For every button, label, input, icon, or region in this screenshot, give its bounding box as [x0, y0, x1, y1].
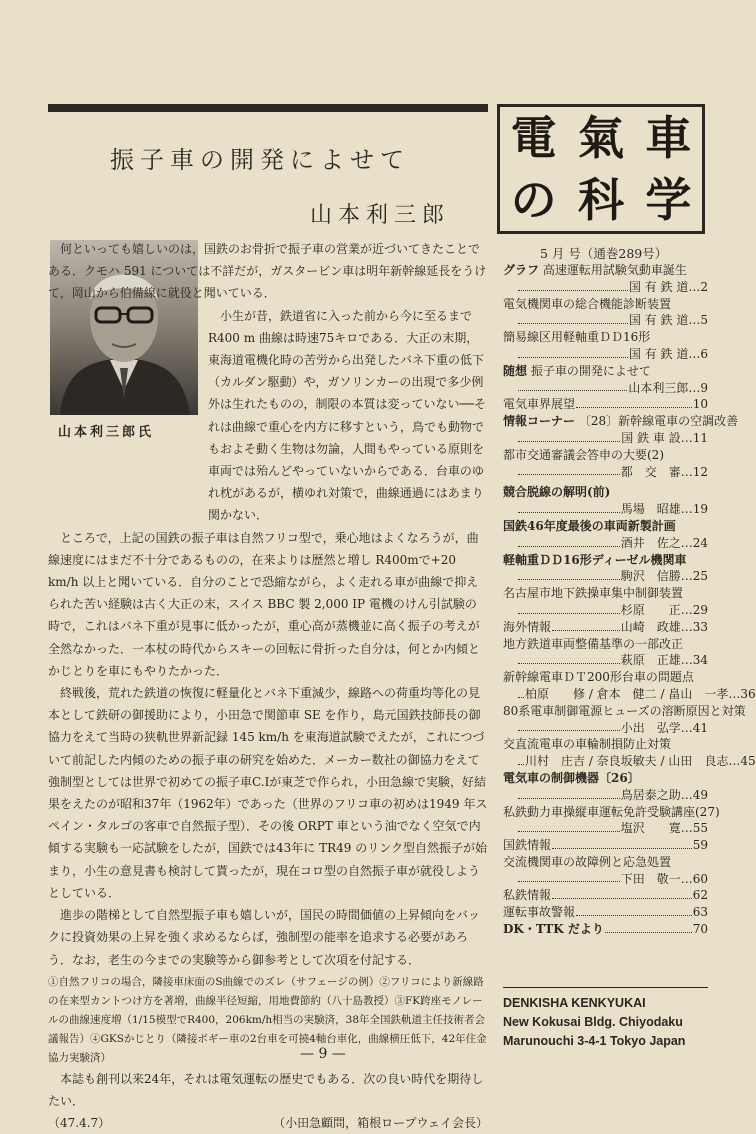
toc-page: 45 — [740, 754, 756, 769]
toc-author: 萩原 正雄 — [620, 653, 681, 668]
toc-title: 新幹線電車ＤＴ200形台車の問題点 — [503, 670, 694, 685]
publisher-building: New Kokusai Bldg. Chiyodaku — [503, 1015, 683, 1029]
article-paragraph: 終戦後，荒れた鉄道の恢復に軽量化とバネ下重減少，線路への荷重均等化の見本として鉄研の御援助により，小田急で関節車 SE を作り，島元国鉄技師長の御協力をえて当時の狭軌世界新記録 145 km/h を東海道試験でえたが，これにつづいて前記した内傾のための振子車の研究を始めた．メーカー数社の御協力をえて強制型としては世界で初めての振子車C.Iが東芝で作られ，小田急線で実験，好結果をえたのが昭和37年（1962年）であった（世界のフリコ車の初めは1949 年スペイン・タルゴの客車で自然振子型）．その後 ORPT 車という油でなく空気で内傾する実験も一応試験をしたが，国鉄では43年に TR49 のリンク型自然振子が始まり，小生の意見書も検討して貰ったが，現在コロ型の自然振子車が就役しようとしている． — [48, 686, 488, 900]
toc-entry-author: 酒井 佐之 … 24 — [503, 535, 708, 552]
toc-title: DK・TTK だより — [503, 922, 604, 937]
toc-entry[interactable] — [503, 669, 708, 686]
article-paragraph: 何といっても嬉しいのは，国鉄のお骨折で振子車の営業が近づいてきたことである．クモハ 591 については不詳だが，ガスタービン車は明年新幹線延長をうけて，岡山から伯備線に就役と聞いている． — [48, 242, 487, 301]
toc-title: 競合脱線の解明(前) — [503, 485, 611, 500]
toc-title: 地方鉄道車両整備基準の一部改正 — [503, 636, 684, 651]
toc-entry[interactable] — [503, 447, 708, 464]
article-title: 振子車の開発によせて — [110, 146, 410, 174]
toc-title: 80系電車制御電源ヒューズの溶断原因と対策 — [503, 703, 746, 718]
toc-page: 11 — [692, 430, 708, 445]
toc-author: 杉原 正 — [620, 602, 681, 617]
toc-author: 国 鉄 車 設 — [621, 430, 681, 445]
toc-title: 軽軸重ＤＤ16形ディーゼル機関車 — [503, 552, 687, 567]
toc-entry[interactable] — [503, 329, 708, 346]
toc-title: 運転事故警報 — [503, 905, 576, 920]
toc-entry-author: 馬場 昭雄 … 19 — [503, 501, 708, 518]
title-rule — [48, 104, 488, 112]
toc-entry-author: 山本利三郎 … 9 — [503, 380, 708, 397]
toc-entry-author: 国 鉄 車 設 … 11 — [503, 430, 708, 447]
toc-page: 41 — [692, 720, 708, 735]
toc-entry-author: 萩原 正雄 … 34 — [503, 652, 708, 669]
toc-page: 10 — [692, 397, 708, 412]
toc-entry[interactable] — [503, 296, 708, 313]
toc-page: 60 — [692, 871, 708, 886]
toc-entry-author: 国 有 鉄 道 … 5 — [503, 312, 708, 329]
toc-entry[interactable] — [503, 736, 708, 753]
toc-author: 山崎 政雄 — [620, 619, 681, 634]
toc-entry[interactable] — [503, 804, 720, 821]
toc-category: 随想 — [503, 363, 528, 378]
toc-title: 国鉄46年度最後の車両新製計画 — [503, 518, 676, 533]
toc-page: 34 — [692, 653, 708, 668]
toc-title: 海外情報 — [503, 619, 552, 634]
toc-title: 交流機関車の故障例と応急処置 — [503, 854, 672, 869]
publisher-street: Marunouchi 3-4-1 Tokyo Japan — [503, 1034, 686, 1048]
magazine-masthead — [497, 104, 705, 234]
toc-page: 62 — [692, 888, 708, 903]
toc-page: 70 — [692, 922, 708, 937]
toc-category: グラフ — [503, 263, 540, 277]
publisher-name: DENKISHA KENKYUKAI — [503, 996, 646, 1010]
toc-page: 9 — [700, 380, 708, 395]
toc-entry-author: 下田 敬一 … 60 — [503, 871, 708, 888]
masthead-char: 氣 — [577, 111, 624, 165]
toc-category: 情報コーナー — [503, 414, 576, 429]
page-number: — 9 — — [300, 1046, 346, 1062]
toc-author: 山本利三郎 — [628, 380, 689, 395]
toc-page: 36 — [740, 686, 756, 701]
masthead-char: 車 — [645, 111, 692, 165]
article-notes: ①自然フリコの場合，隣接車床面のS曲線でのズレ（サフェージの例）②フリコにより新線路の在来型カントつけ方を著増，曲線半径短縮，用地費節約（八十島教授）③FK跨座モノレールの曲線速度増（1/15模型でR400，206km/h相当の実験済，38年全国鉄軌道主任技術者会議報告）④GKSかじとり（隣接ボギー車の2台車を可撓4軸台車化，曲線横圧低下，42年住金協力実験済） — [48, 975, 487, 1064]
toc-entry[interactable] — [503, 585, 708, 602]
article-author: 山本利三郎 — [310, 203, 451, 228]
toc-author: 都 交 審 — [620, 464, 681, 479]
toc-page: 5 — [700, 313, 708, 328]
toc-title: 電気車界展望 — [503, 397, 576, 412]
toc-author: 鳥居泰之助 — [620, 787, 681, 802]
toc-entry-author: 柏原 修 / 倉本 健二 / 畠山 一孝 … 36 — [503, 686, 708, 703]
article-signature: （小田急顧問，箱根ロープウェイ会長） — [273, 1116, 488, 1131]
article-date: （47.4.7） — [48, 1116, 111, 1131]
masthead-char: 電 — [510, 111, 557, 165]
publisher-address — [503, 987, 708, 1051]
toc-entry-author: 小出 弘学 … 41 — [503, 720, 708, 737]
toc-author: 川村 庄吉 / 奈良坂敏夫 / 山田 良志 — [525, 754, 729, 769]
toc-page: 63 — [692, 905, 708, 920]
toc-entry-author: 塩沢 寛 … 55 — [503, 820, 708, 837]
toc-entry-author: 国 有 鉄 道 … 6 — [503, 346, 708, 363]
toc-author: 酒井 佐之 — [620, 535, 681, 550]
toc-entry[interactable] — [503, 921, 708, 938]
toc-entry-author: 国 有 鉄 道 … 2 — [503, 279, 708, 296]
toc-entry[interactable] — [503, 904, 708, 921]
toc-entry[interactable] — [503, 363, 708, 380]
toc-entry[interactable] — [503, 518, 708, 535]
toc-page: 12 — [692, 464, 708, 479]
toc-title: 電気車の制御機器〔26〕 — [503, 770, 640, 785]
toc-author: 駒沢 信勝 — [620, 569, 681, 584]
toc-page: 2 — [700, 279, 708, 294]
toc-entry[interactable] — [503, 396, 708, 413]
article-paragraph: 進歩の階梯として自然型振子車も嬉しいが，国民の時間価値の上昇傾向をバックに投資効果の上昇を強く求めるならば，強制型の能率を追求する必要があろう．なお，老生の今までの実験等から御参考として次項を付記する． — [48, 908, 481, 967]
masthead-char: 学 — [645, 173, 692, 227]
toc-entry-author: 川村 庄吉 / 奈良坂敏夫 / 山田 良志 … 45 — [503, 753, 708, 770]
issue-label: 5 月 号（通巻289号） — [540, 246, 668, 261]
toc-author: 小出 弘学 — [620, 720, 681, 735]
photo-caption: 山本利三郎氏 — [58, 425, 155, 440]
toc-author: 国 有 鉄 道 — [628, 346, 689, 361]
toc-title: 都市交通審議会答申の大要(2) — [503, 447, 664, 462]
toc-entry[interactable] — [503, 837, 708, 854]
toc-page: 33 — [692, 619, 708, 634]
toc-title: 簡易線区用軽軸重ＤＤ16形 — [503, 330, 651, 345]
toc-page: 6 — [700, 346, 708, 361]
toc-entry[interactable] — [503, 703, 746, 720]
toc-page: 19 — [692, 502, 708, 517]
toc-author: 下田 敬一 — [620, 871, 681, 886]
article-paragraph: 本誌も創刊以来24年，それは電気運転の歴史でもある．次の良い時代を期待したい． — [48, 1071, 484, 1108]
toc-page: 24 — [692, 535, 708, 550]
toc-author: 馬場 昭雄 — [620, 502, 681, 517]
toc-page: 55 — [692, 821, 708, 836]
toc-author: 国 有 鉄 道 — [628, 313, 689, 328]
toc-title: 振子車の開発によせて — [530, 363, 651, 378]
toc-page: 49 — [692, 787, 708, 802]
toc-author: 柏原 修 / 倉本 健二 / 畠山 一孝 — [525, 686, 729, 701]
article-endline — [48, 1112, 488, 1134]
toc-page: 25 — [692, 569, 708, 584]
toc-entry[interactable] — [503, 484, 708, 501]
toc-title: 私鉄動力車操縦車運転免許受験講座(27) — [503, 804, 720, 819]
masthead-char: の — [510, 173, 557, 227]
toc-entry[interactable] — [503, 770, 708, 787]
toc-entry-author: 鳥居泰之助 … 49 — [503, 787, 708, 804]
toc-title: 高速運転用試験気動車誕生 — [542, 263, 687, 277]
toc-author: 国 有 鉄 道 — [628, 279, 689, 294]
toc-entry[interactable] — [503, 552, 708, 569]
toc-title: 私鉄情報 — [503, 888, 552, 903]
toc-entry[interactable] — [503, 262, 708, 279]
toc-entry-author: 駒沢 信勝 … 25 — [503, 568, 708, 585]
toc-title: 名古屋市地下鉄操車集中制御装置 — [503, 586, 684, 601]
article-body — [48, 238, 488, 1134]
masthead-char: 科 — [577, 173, 624, 227]
toc-author: 塩沢 寛 — [620, 821, 681, 836]
toc-entry[interactable] — [503, 854, 708, 871]
toc-title: 〔28〕新幹線電車の空調改善 — [578, 414, 739, 429]
toc-page: 59 — [692, 838, 708, 853]
article-paragraph: ところで，上記の国鉄の振子車は自然フリコ型で，乗心地はよくなろうが，曲線速度にはまだ不十分であるものの，在来よりは歴然と増し R400mで+20 km/h 以上と聞いている．自分のことで恐縮ながら，よく走れる車が曲線で抑えられた苦い経験は古く大正の末，スイス BBC 製 2,000 IP 電機のけん引試験の時で，これはバネ下重が見事に低かったが，重心高が蒸機並に高く振子の考えが全然なかった．一本杖の時代からスキーの回転に骨折った自分は，何とか内傾とかじとりを車にもやりたかった． — [48, 530, 481, 678]
article-paragraph: 小生が昔，鉄道省に入った前から今に至るまで R400 m 曲線は時速75キロである．大正の末期，東海道電機化時の苦労から出発したバネ下重の低下（カルダン駆動）や，ガソリンカーの出現で多少例外は生れたものの，制限の本質は変っていない──それは曲線で重心を内方に移すという，鳥でも動物でもおよそ動く生物は勿論，人間もやっている原則を車両では殆んどやっていないからである．台車のゆれ枕があるが，横ゆれ対策で，曲線通過にはあまり関かない． — [208, 308, 486, 523]
toc-entry[interactable] — [503, 887, 708, 904]
toc-entry[interactable]: 海外情報 山崎 政雄 … 33 — [503, 619, 708, 634]
toc-title: 交直流電車の車輪制損防止対策 — [503, 737, 672, 752]
toc-page: 29 — [692, 602, 708, 617]
toc-entry-author: 都 交 審 … 12 — [503, 464, 708, 481]
toc-entry-author: 杉原 正 … 29 — [503, 602, 708, 619]
toc-entry[interactable] — [503, 413, 739, 430]
table-of-contents — [503, 262, 756, 938]
toc-entry[interactable] — [503, 636, 708, 653]
toc-title: 電気機関車の総合機能診断装置 — [503, 296, 672, 311]
toc-title: 国鉄情報 — [503, 838, 552, 853]
